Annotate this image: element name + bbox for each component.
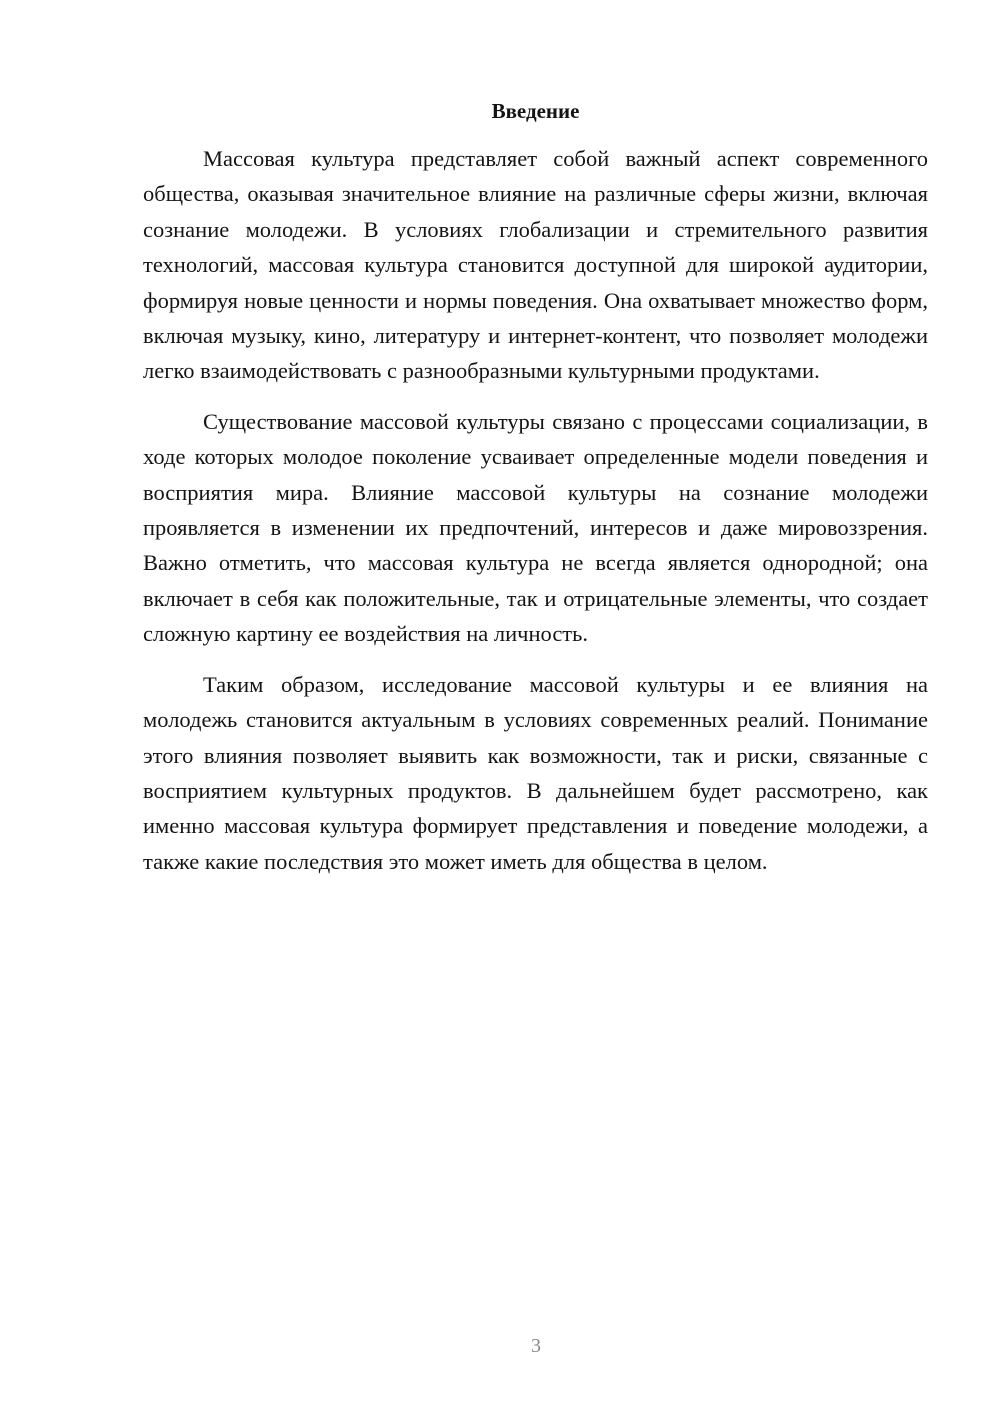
paragraph-2: Существование массовой культуры связано с процессами социализации, в ходе которых молодое поколение усваивает определенные модели поведения и восприятия мира. Влияние массовой культуры на сознание молодежи проявляется в изменении их предпочтений, интересов и даже мировоззрения. Важно отметить, что массовая культура не всегда является однородной; она включает в себя как положительные, так и отрицательные элементы, что создает сложную картину ее воздействия на личность. xyxy=(143,408,928,647)
section-heading: Введение xyxy=(491,99,580,123)
paragraph-1: Массовая культура представляет собой важный аспект современного общества, оказывая значительное влияние на различные сферы жизни, включая сознание молодежи. В условиях глобализации и стремительного развития технологий, массовая культура становится доступной для широкой аудитории, формируя новые ценности и нормы поведения. Она охватывает множество форм, включая музыку, кино, литературу и интернет-контент, что позволяет молодежи легко взаимодействовать с разнообразными культурными продуктами. xyxy=(143,146,928,384)
paragraph-3: Таким образом, исследование массовой культуры и ее влияния на молодежь становится актуальным в условиях современных реалий. Понимание этого влияния позволяет выявить как возможности, так и риски, связанные с восприятием культурных продуктов. В дальнейшем будет рассмотрено, как именно массовая культура формирует представления и поведение молодежи, а также какие последствия это может иметь для общества в целом. xyxy=(143,671,928,874)
page-number: 3 xyxy=(531,1335,541,1357)
body-text xyxy=(143,141,928,894)
